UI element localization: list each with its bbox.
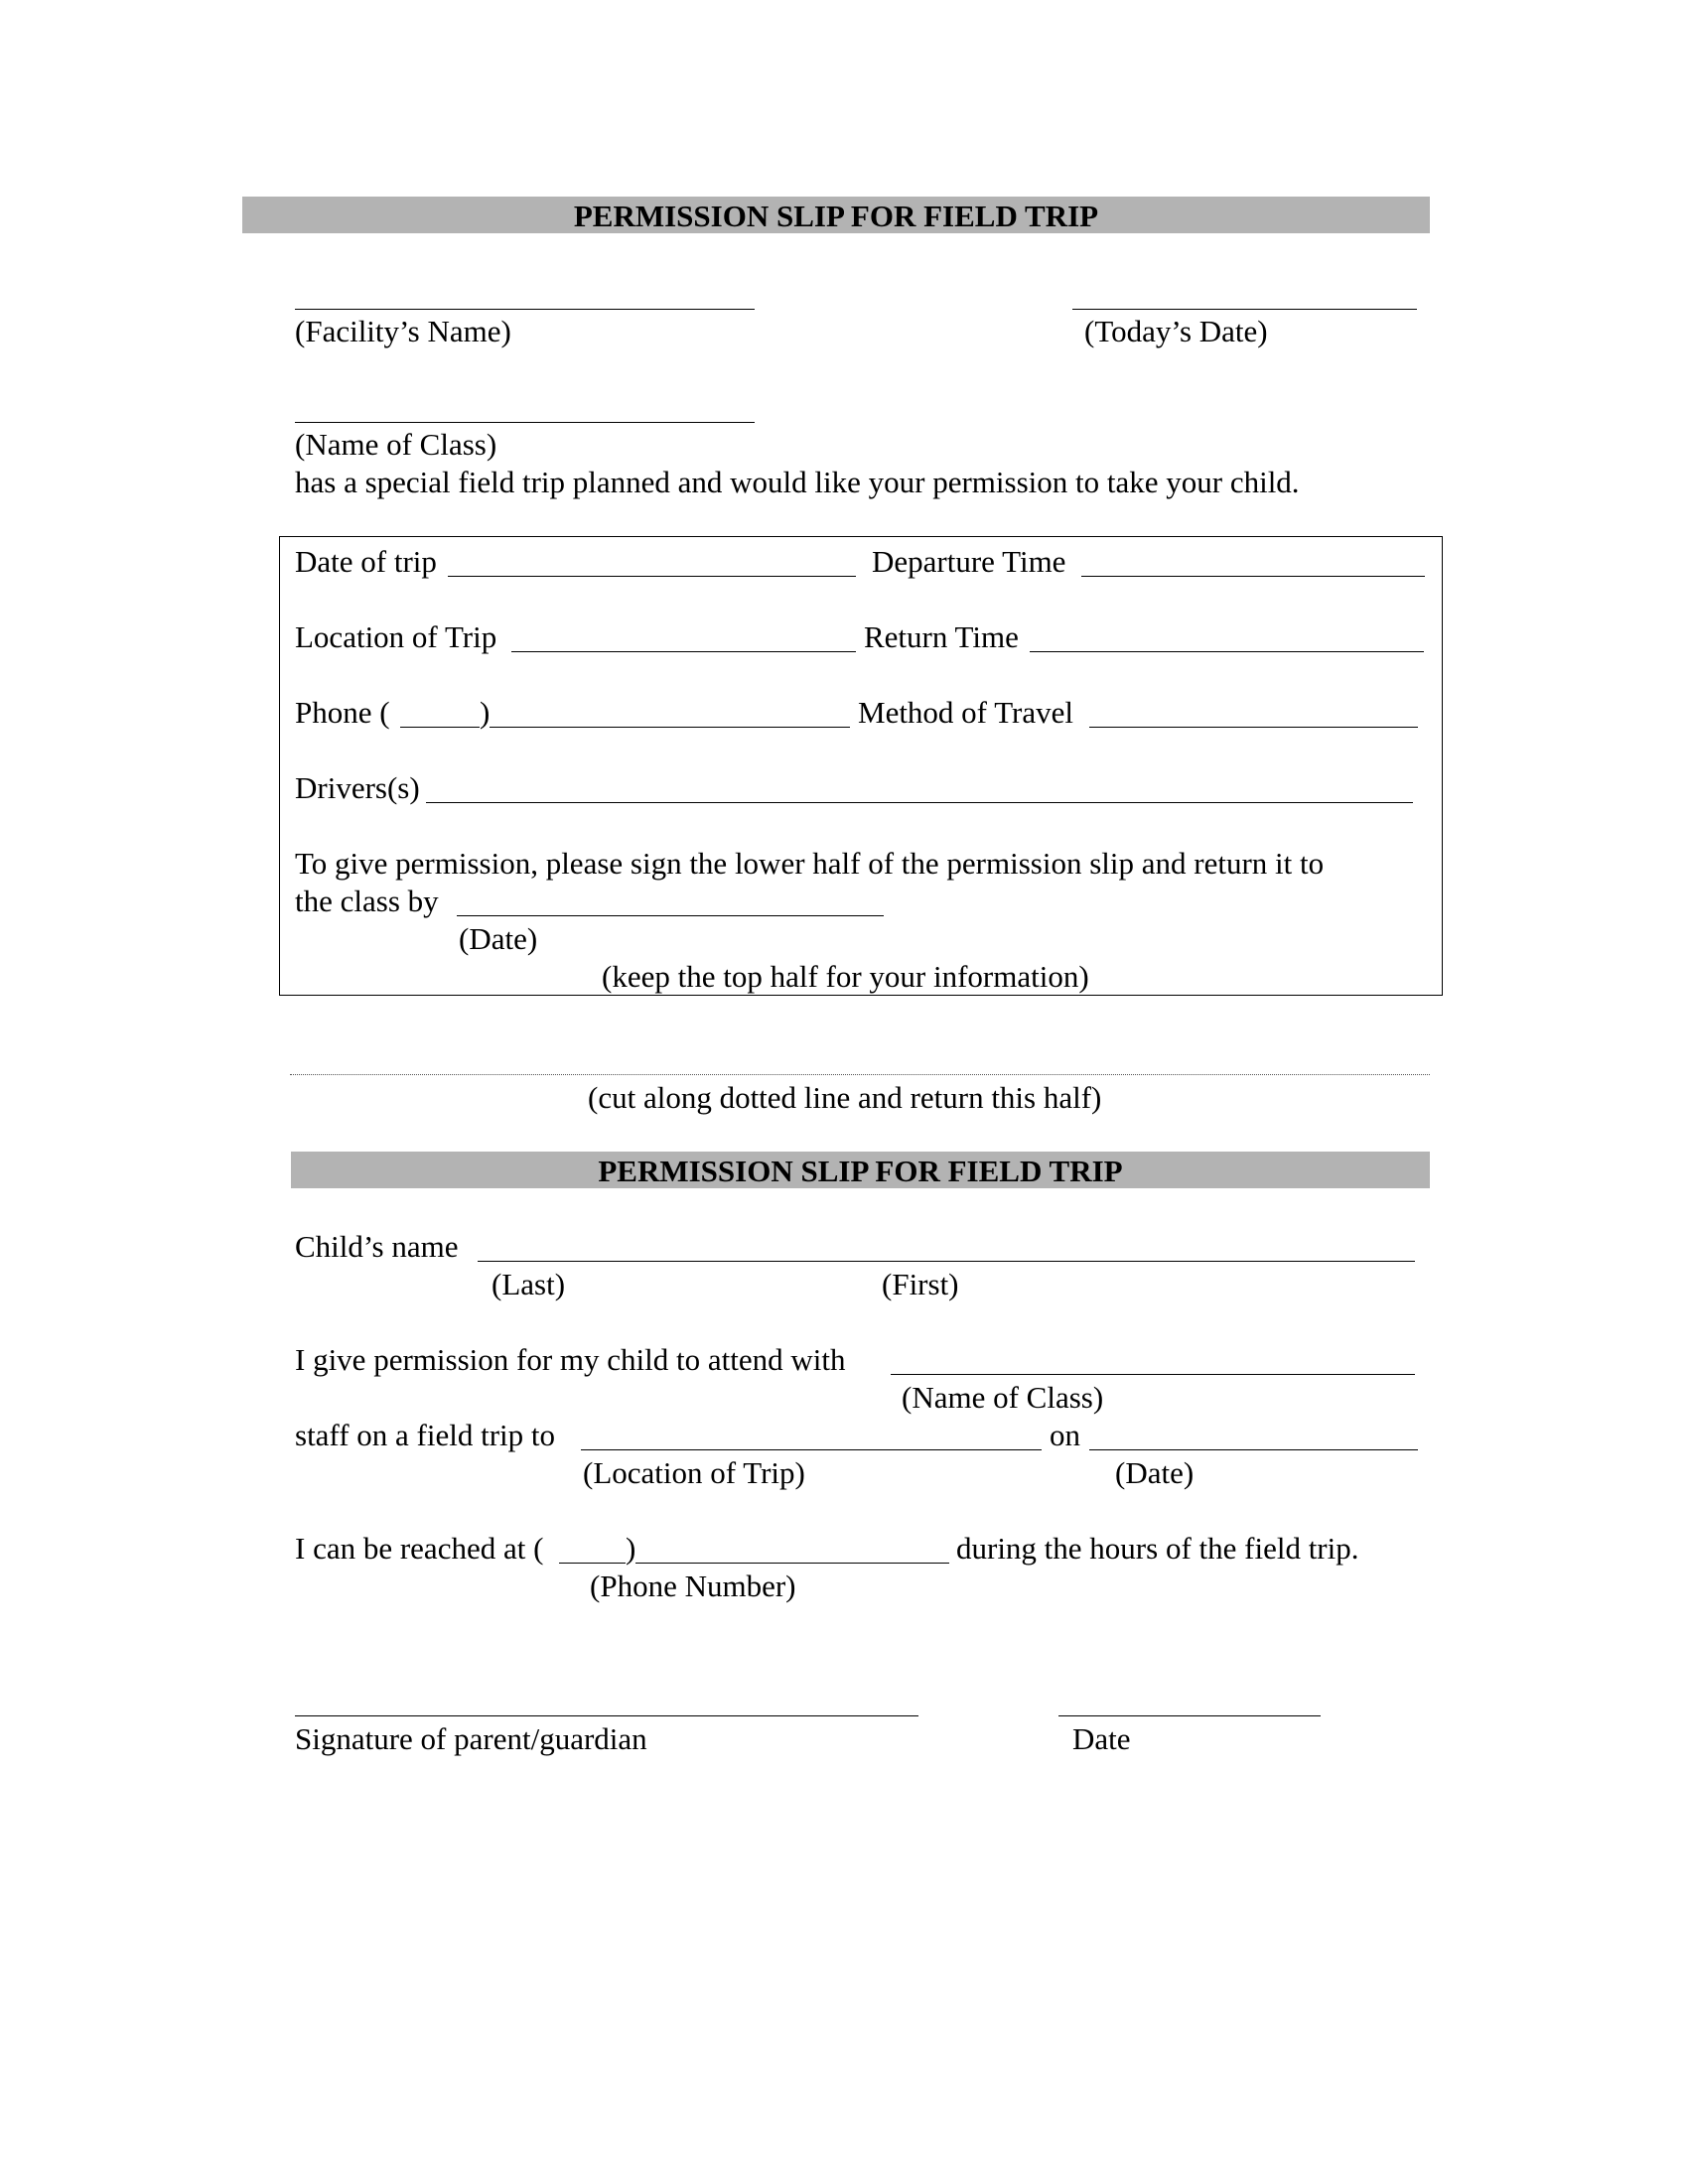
reach-text-start: I can be reached at ( [295,1531,544,1566]
instructions-line-1: To give permission, please sign the lower half of the permission slip and return it to [295,846,1325,881]
bottom-title-banner [291,1152,1430,1188]
last-name-label: (Last) [492,1267,566,1301]
childs-name-label: Child’s name [295,1229,459,1264]
reach-area-code-line[interactable] [559,1563,626,1564]
keep-top-half-note: (keep the top half for your information) [602,959,1089,994]
first-name-label: (First) [882,1267,959,1301]
return-by-date-line[interactable] [457,915,884,916]
phone-number-label: (Phone Number) [590,1569,796,1603]
cut-note: (cut along dotted line and return this half) [588,1080,1102,1115]
reach-text-end: during the hours of the field trip. [956,1531,1359,1566]
method-of-travel-line[interactable] [1089,727,1418,728]
cut-dotted-line [290,1074,1430,1075]
childs-name-line[interactable] [478,1261,1415,1262]
facility-name-label: (Facility’s Name) [295,314,511,348]
drivers-line[interactable] [426,802,1413,803]
name-of-class-label: (Name of Class) [902,1380,1104,1415]
trip-info-box [279,536,1443,996]
top-title: PERMISSION SLIP FOR FIELD TRIP [573,199,1099,233]
return-time-line[interactable] [1030,651,1424,652]
todays-date-label: (Today’s Date) [1084,314,1268,348]
date-of-trip-label: Date of trip [295,544,437,579]
on-text: on [1050,1418,1080,1452]
name-of-class-line[interactable] [891,1374,1415,1375]
trip-location-line[interactable] [581,1449,1042,1450]
date-label-bottom: (Date) [1115,1455,1195,1490]
return-by-date-label: (Date) [459,921,538,956]
phone-area-code-line[interactable] [400,727,480,728]
signature-date-line[interactable] [1058,1715,1321,1716]
location-of-trip-line[interactable] [511,651,856,652]
todays-date-line[interactable] [1072,309,1417,310]
permission-text: I give permission for my child to attend with [295,1342,846,1377]
reach-phone-line[interactable] [635,1563,949,1564]
intro-text: has a special field trip planned and would like your permission to take your child. [295,465,1300,499]
class-name-line[interactable] [295,422,755,423]
method-of-travel-label: Method of Travel [858,695,1073,730]
top-title-banner [242,197,1430,233]
departure-time-line[interactable] [1081,576,1425,577]
phone-number-line[interactable] [490,727,850,728]
return-time-label: Return Time [864,619,1019,654]
signature-date-label: Date [1072,1721,1131,1756]
trip-date-line[interactable] [1089,1449,1418,1450]
class-name-label: (Name of Class) [295,427,497,462]
signature-line[interactable] [295,1715,918,1716]
signature-label: Signature of parent/guardian [295,1721,647,1756]
date-of-trip-line[interactable] [448,576,856,577]
phone-close-paren: ) [480,695,491,730]
facility-name-line[interactable] [295,309,755,310]
phone-label: Phone ( [295,695,390,730]
instructions-line-2: the class by [295,884,439,918]
departure-time-label: Departure Time [872,544,1066,579]
location-of-trip-label: Location of Trip [295,619,497,654]
staff-text: staff on a field trip to [295,1418,556,1452]
bottom-title: PERMISSION SLIP FOR FIELD TRIP [598,1154,1123,1188]
reach-close-paren: ) [626,1531,636,1566]
location-of-trip-label-bottom: (Location of Trip) [583,1455,805,1490]
drivers-label: Drivers(s) [295,770,420,805]
